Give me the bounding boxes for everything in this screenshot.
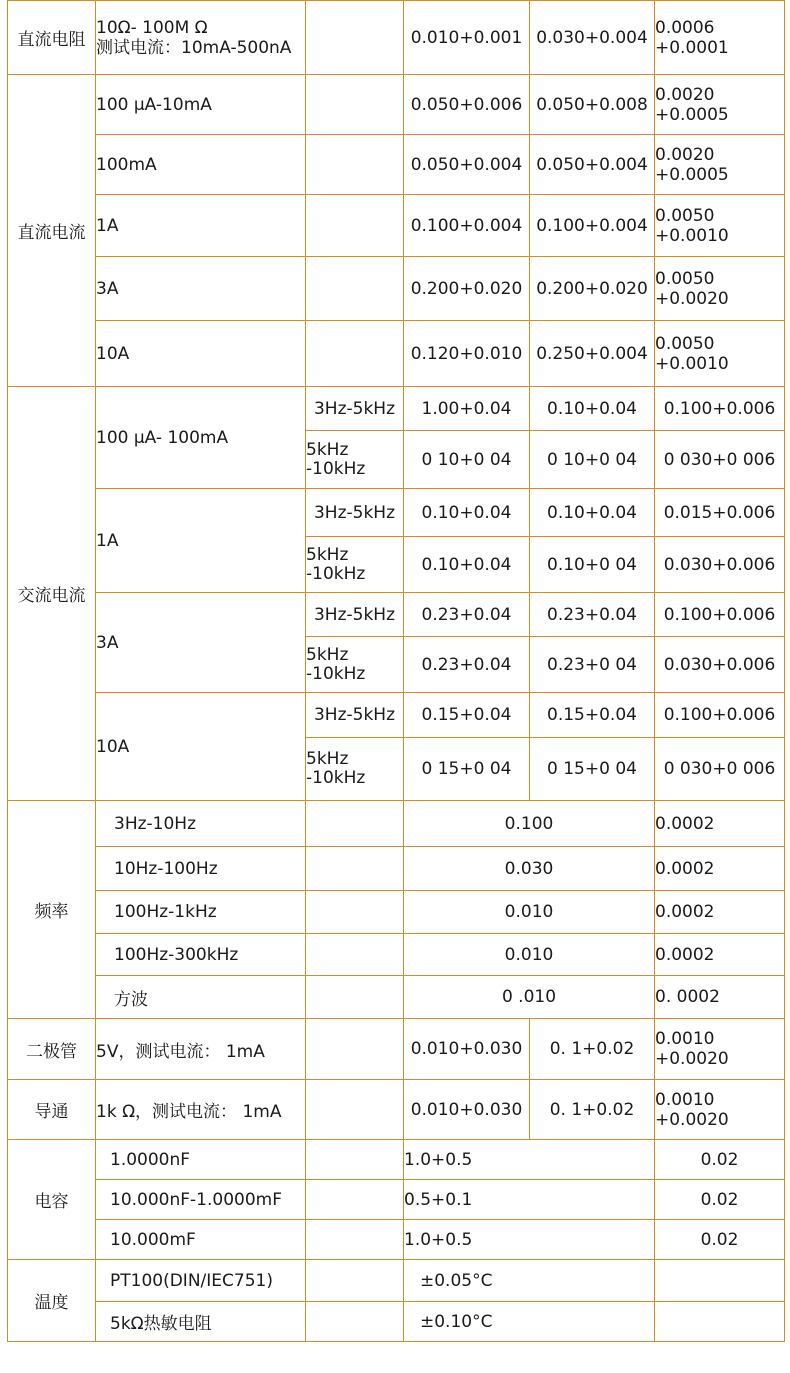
table-row: [8, 1220, 785, 1260]
value-cell: ±0.10°C: [404, 1302, 655, 1342]
table-row: [8, 801, 785, 847]
value-cell: [655, 1302, 785, 1342]
range-cell: 10.000nF-1.0000mF: [96, 1180, 306, 1220]
table-row: [8, 891, 785, 934]
value-cell: 0.100+0.006: [655, 693, 785, 738]
table-row: [8, 693, 785, 738]
freq-cell: [306, 257, 404, 321]
value-line: 0.0020: [655, 144, 715, 165]
category-cell: 电容: [8, 1140, 96, 1260]
range-cell: 3A: [96, 257, 306, 321]
freq-cell: [306, 801, 404, 847]
category-cell: 导通: [8, 1080, 96, 1140]
value-line: 0.0050: [655, 268, 715, 289]
category-cell: 温度: [8, 1260, 96, 1342]
value-cell: 0 .010: [404, 976, 655, 1019]
value-cell: 0. 1+0.02: [530, 1019, 655, 1080]
freq-cell: [306, 1140, 404, 1180]
value-cell: 0.10+0.04: [530, 489, 655, 537]
value-cell: 0 15+0 04: [530, 738, 655, 801]
value-line: +0.0005: [655, 164, 729, 185]
freq-cell: 3Hz-5kHz: [306, 693, 404, 738]
freq-cell: [306, 195, 404, 257]
range-cell: 1A: [96, 195, 306, 257]
table-row: [8, 847, 785, 891]
value-cell: 0.10+0.04: [404, 537, 530, 593]
value-cell: 0.02: [655, 1140, 785, 1180]
value-cell: 0.15+0.04: [404, 693, 530, 738]
category-cell: 直流电流: [8, 75, 96, 387]
value-line: 0.0010: [655, 1029, 715, 1049]
value-cell: 0.120+0.010: [404, 321, 530, 387]
value-cell: 0.010+0.001: [404, 1, 530, 75]
freq-cell: 3Hz-5kHz: [306, 593, 404, 637]
freq-line: -10kHz: [306, 458, 366, 479]
range-cell: 5kΩ热敏电阻: [96, 1302, 306, 1342]
table-row: [8, 1302, 785, 1342]
freq-cell: [306, 1180, 404, 1220]
value-cell: 0 15+0 04: [404, 738, 530, 801]
value-cell: [655, 75, 785, 135]
value-line: +0.0020: [655, 1109, 729, 1130]
value-cell: [655, 1, 785, 75]
freq-line: 5kHz: [306, 544, 349, 565]
range-cell: 100 μA-10mA: [96, 75, 306, 135]
value-line: 0.0010: [655, 1089, 715, 1110]
value-cell: 0.10+0 04: [530, 537, 655, 593]
freq-cell: [306, 738, 404, 801]
value-cell: 0.030+0.004: [530, 1, 655, 75]
value-cell: 0.015+0.006: [655, 489, 785, 537]
value-cell: 0.0002: [655, 801, 785, 847]
range-cell: 10.000mF: [96, 1220, 306, 1260]
freq-cell: [306, 75, 404, 135]
range-cell: 1A: [96, 489, 306, 593]
freq-cell: [306, 1260, 404, 1302]
freq-cell: [306, 321, 404, 387]
range-cell: PT100(DIN/IEC751): [96, 1260, 306, 1302]
value-line: +0.0005: [655, 104, 729, 125]
value-cell: 0.030+0.006: [655, 537, 785, 593]
range-cell: 方波: [96, 976, 306, 1019]
value-cell: 0.200+0.020: [404, 257, 530, 321]
value-cell: 0.100+0.006: [655, 387, 785, 431]
freq-cell: [306, 1019, 404, 1080]
freq-cell: 3Hz-5kHz: [306, 489, 404, 537]
value-cell: 0.010: [404, 934, 655, 976]
value-cell: 0.050+0.008: [530, 75, 655, 135]
table-row: [8, 75, 785, 135]
freq-cell: [306, 934, 404, 976]
range-cell: 10Hz-100Hz: [96, 847, 306, 891]
value-cell: 0.23+0.04: [404, 593, 530, 637]
range-cell: 100 μA- 100mA: [96, 387, 306, 489]
value-cell: 0.10+0.04: [530, 387, 655, 431]
value-cell: 0.02: [655, 1220, 785, 1260]
value-cell: [655, 321, 785, 387]
range-line: 10Ω- 100M Ω: [96, 17, 208, 38]
table-row: [8, 1180, 785, 1220]
value-cell: [655, 1260, 785, 1302]
value-line: +0.0001: [655, 37, 729, 58]
value-cell: [655, 135, 785, 195]
table-row: [8, 257, 785, 321]
value-cell: 0.10+0.04: [404, 489, 530, 537]
freq-cell: [306, 537, 404, 593]
range-cell: [96, 1, 306, 75]
category-cell: 二极管: [8, 1019, 96, 1080]
freq-line: 5kHz: [306, 439, 349, 460]
value-cell: 0.030: [404, 847, 655, 891]
table-row: [8, 489, 785, 537]
value-line: 0.0020: [655, 84, 715, 105]
range-cell: 100mA: [96, 135, 306, 195]
value-line: +0.0010: [655, 225, 729, 246]
value-cell: 1.0+0.5: [404, 1140, 655, 1180]
table-row: [8, 1, 785, 75]
range-cell: 1.0000nF: [96, 1140, 306, 1180]
value-cell: 0.100+0.004: [404, 195, 530, 257]
value-line: 0.0050: [655, 205, 715, 226]
value-cell: 0.100+0.006: [655, 593, 785, 637]
value-cell: 0.250+0.004: [530, 321, 655, 387]
value-cell: 0. 0002: [655, 976, 785, 1019]
value-cell: 0.030+0.006: [655, 637, 785, 693]
value-cell: ±0.05°C: [404, 1260, 655, 1302]
category-cell: 交流电流: [8, 387, 96, 801]
table-row: [8, 387, 785, 431]
category-cell: 频率: [8, 801, 96, 1019]
table-row: [8, 1019, 785, 1080]
range-cell: 100Hz-300kHz: [96, 934, 306, 976]
value-cell: 0 10+0 04: [530, 431, 655, 489]
table-row: [8, 321, 785, 387]
table-row: [8, 195, 785, 257]
value-cell: 1.00+0.04: [404, 387, 530, 431]
freq-line: 5kHz: [306, 749, 349, 769]
value-cell: 0.050+0.004: [530, 135, 655, 195]
range-cell: 3Hz-10Hz: [96, 801, 306, 847]
freq-cell: [306, 1080, 404, 1140]
value-cell: 0.200+0.020: [530, 257, 655, 321]
range-cell: 1k Ω，测试电流： 1mA: [96, 1080, 306, 1140]
freq-cell: [306, 1220, 404, 1260]
range-cell: 5V，测试电流： 1mA: [96, 1019, 306, 1080]
value-cell: 0.050+0.004: [404, 135, 530, 195]
value-cell: 0.02: [655, 1180, 785, 1220]
range-cell: 10A: [96, 321, 306, 387]
freq-line: -10kHz: [306, 663, 366, 684]
value-cell: 0.5+0.1: [404, 1180, 655, 1220]
value-cell: 0.0002: [655, 891, 785, 934]
freq-line: -10kHz: [306, 768, 366, 788]
value-cell: [655, 257, 785, 321]
spec-table: [7, 0, 785, 1342]
table-row: [8, 1080, 785, 1140]
value-line: +0.0010: [655, 353, 729, 374]
value-cell: 0.100+0.004: [530, 195, 655, 257]
freq-cell: [306, 976, 404, 1019]
freq-cell: [306, 135, 404, 195]
table-row: [8, 976, 785, 1019]
value-cell: 0.050+0.006: [404, 75, 530, 135]
range-cell: 10A: [96, 693, 306, 801]
table-row: [8, 1140, 785, 1180]
value-cell: 0.23+0.04: [404, 637, 530, 693]
value-cell: 0.23+0 04: [530, 637, 655, 693]
freq-line: -10kHz: [306, 563, 366, 584]
value-cell: 0.0002: [655, 934, 785, 976]
freq-cell: [306, 847, 404, 891]
value-line: 0.0006: [655, 17, 715, 38]
value-cell: 1.0+0.5: [404, 1220, 655, 1260]
value-cell: 0.0002: [655, 847, 785, 891]
table-row: [8, 135, 785, 195]
value-cell: 0 10+0 04: [404, 431, 530, 489]
freq-cell: [306, 431, 404, 489]
freq-cell: [306, 891, 404, 934]
category-cell: 直流电阻: [8, 1, 96, 75]
value-line: +0.0020: [655, 288, 729, 309]
value-line: 0.0050: [655, 333, 715, 354]
value-cell: 0 030+0 006: [655, 431, 785, 489]
value-cell: 0 030+0 006: [655, 738, 785, 801]
value-cell: 0. 1+0.02: [530, 1080, 655, 1140]
freq-cell: [306, 1, 404, 75]
value-cell: 0.100: [404, 801, 655, 847]
range-cell: 100Hz-1kHz: [96, 891, 306, 934]
value-cell: [655, 1080, 785, 1140]
range-line: 测试电流：10mA-500nA: [96, 37, 292, 58]
value-cell: 0.23+0.04: [530, 593, 655, 637]
freq-line: 5kHz: [306, 644, 349, 665]
value-cell: 0.010+0.030: [404, 1080, 530, 1140]
table-row: [8, 934, 785, 976]
freq-cell: [306, 1302, 404, 1342]
freq-cell: 3Hz-5kHz: [306, 387, 404, 431]
value-cell: 0.010: [404, 891, 655, 934]
value-cell: [655, 1019, 785, 1080]
table-row: [8, 593, 785, 637]
freq-cell: [306, 637, 404, 693]
value-cell: 0.15+0.04: [530, 693, 655, 738]
table-row: [8, 1260, 785, 1302]
range-cell: 3A: [96, 593, 306, 693]
value-line: +0.0020: [655, 1049, 729, 1069]
value-cell: [655, 195, 785, 257]
value-cell: 0.010+0.030: [404, 1019, 530, 1080]
